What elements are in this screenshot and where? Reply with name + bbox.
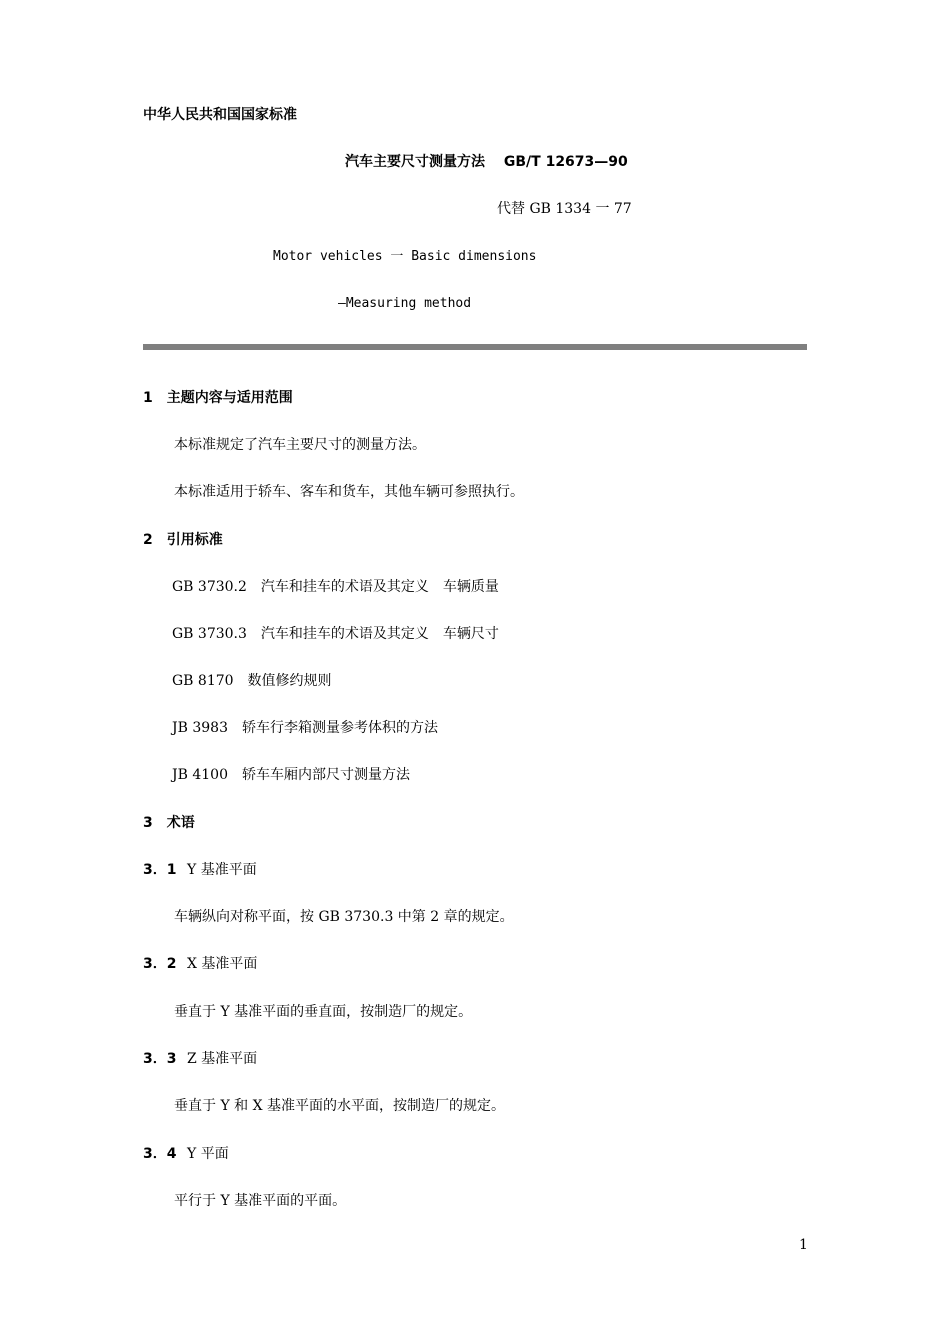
term-number: 3．2	[143, 956, 177, 972]
term-definition: 垂直于 Y 基准平面的垂直面，按制造厂的规定。	[174, 1004, 473, 1020]
term-number: 3．3	[143, 1051, 177, 1067]
section-3-heading: 3 术语	[143, 815, 195, 831]
term-definition: 车辆纵向对称平面，按 GB 3730.3 中第 2 章的规定。	[174, 909, 514, 925]
national-standard-label: 中华人民共和国国家标准	[143, 107, 297, 123]
reference-item: JB 4100 轿车车厢内部尺寸测量方法	[172, 767, 410, 783]
header-divider	[143, 344, 807, 350]
term-name: Y 基准平面	[187, 862, 257, 878]
term-number: 3．1	[143, 862, 177, 878]
reference-item: JB 3983 轿车行李箱测量参考体积的方法	[172, 720, 438, 736]
document-title-en-line2: —Measuring method	[338, 296, 472, 311]
term-name: Z 基准平面	[187, 1051, 258, 1067]
reference-item: GB 3730.3 汽车和挂车的术语及其定义 车辆尺寸	[172, 626, 499, 642]
reference-item: GB 8170 数值修约规则	[172, 673, 332, 689]
term-definition: 平行于 Y 基准平面的平面。	[174, 1193, 347, 1209]
term-number: 3．4	[143, 1146, 177, 1162]
section-1-heading: 1 主题内容与适用范围	[143, 390, 293, 406]
replaces-note: 代替 GB 1334 一 77	[497, 201, 632, 217]
reference-item: GB 3730.2 汽车和挂车的术语及其定义 车辆质量	[172, 579, 499, 595]
term-definition: 垂直于 Y 和 X 基准平面的水平面，按制造厂的规定。	[174, 1098, 506, 1114]
document-title-cn: 汽车主要尺寸测量方法 GB/T 12673—90	[345, 154, 628, 170]
page-number: 1	[799, 1237, 808, 1253]
section-1-paragraph: 本标准规定了汽车主要尺寸的测量方法。	[174, 437, 426, 453]
section-1-paragraph: 本标准适用于轿车、客车和货车，其他车辆可参照执行。	[174, 484, 524, 500]
term-name: Y 平面	[187, 1146, 229, 1162]
document-title-en-line1: Motor vehicles 一 Basic dimensions	[273, 249, 537, 264]
term-name: X 基准平面	[187, 956, 258, 972]
section-2-heading: 2 引用标准	[143, 532, 223, 548]
